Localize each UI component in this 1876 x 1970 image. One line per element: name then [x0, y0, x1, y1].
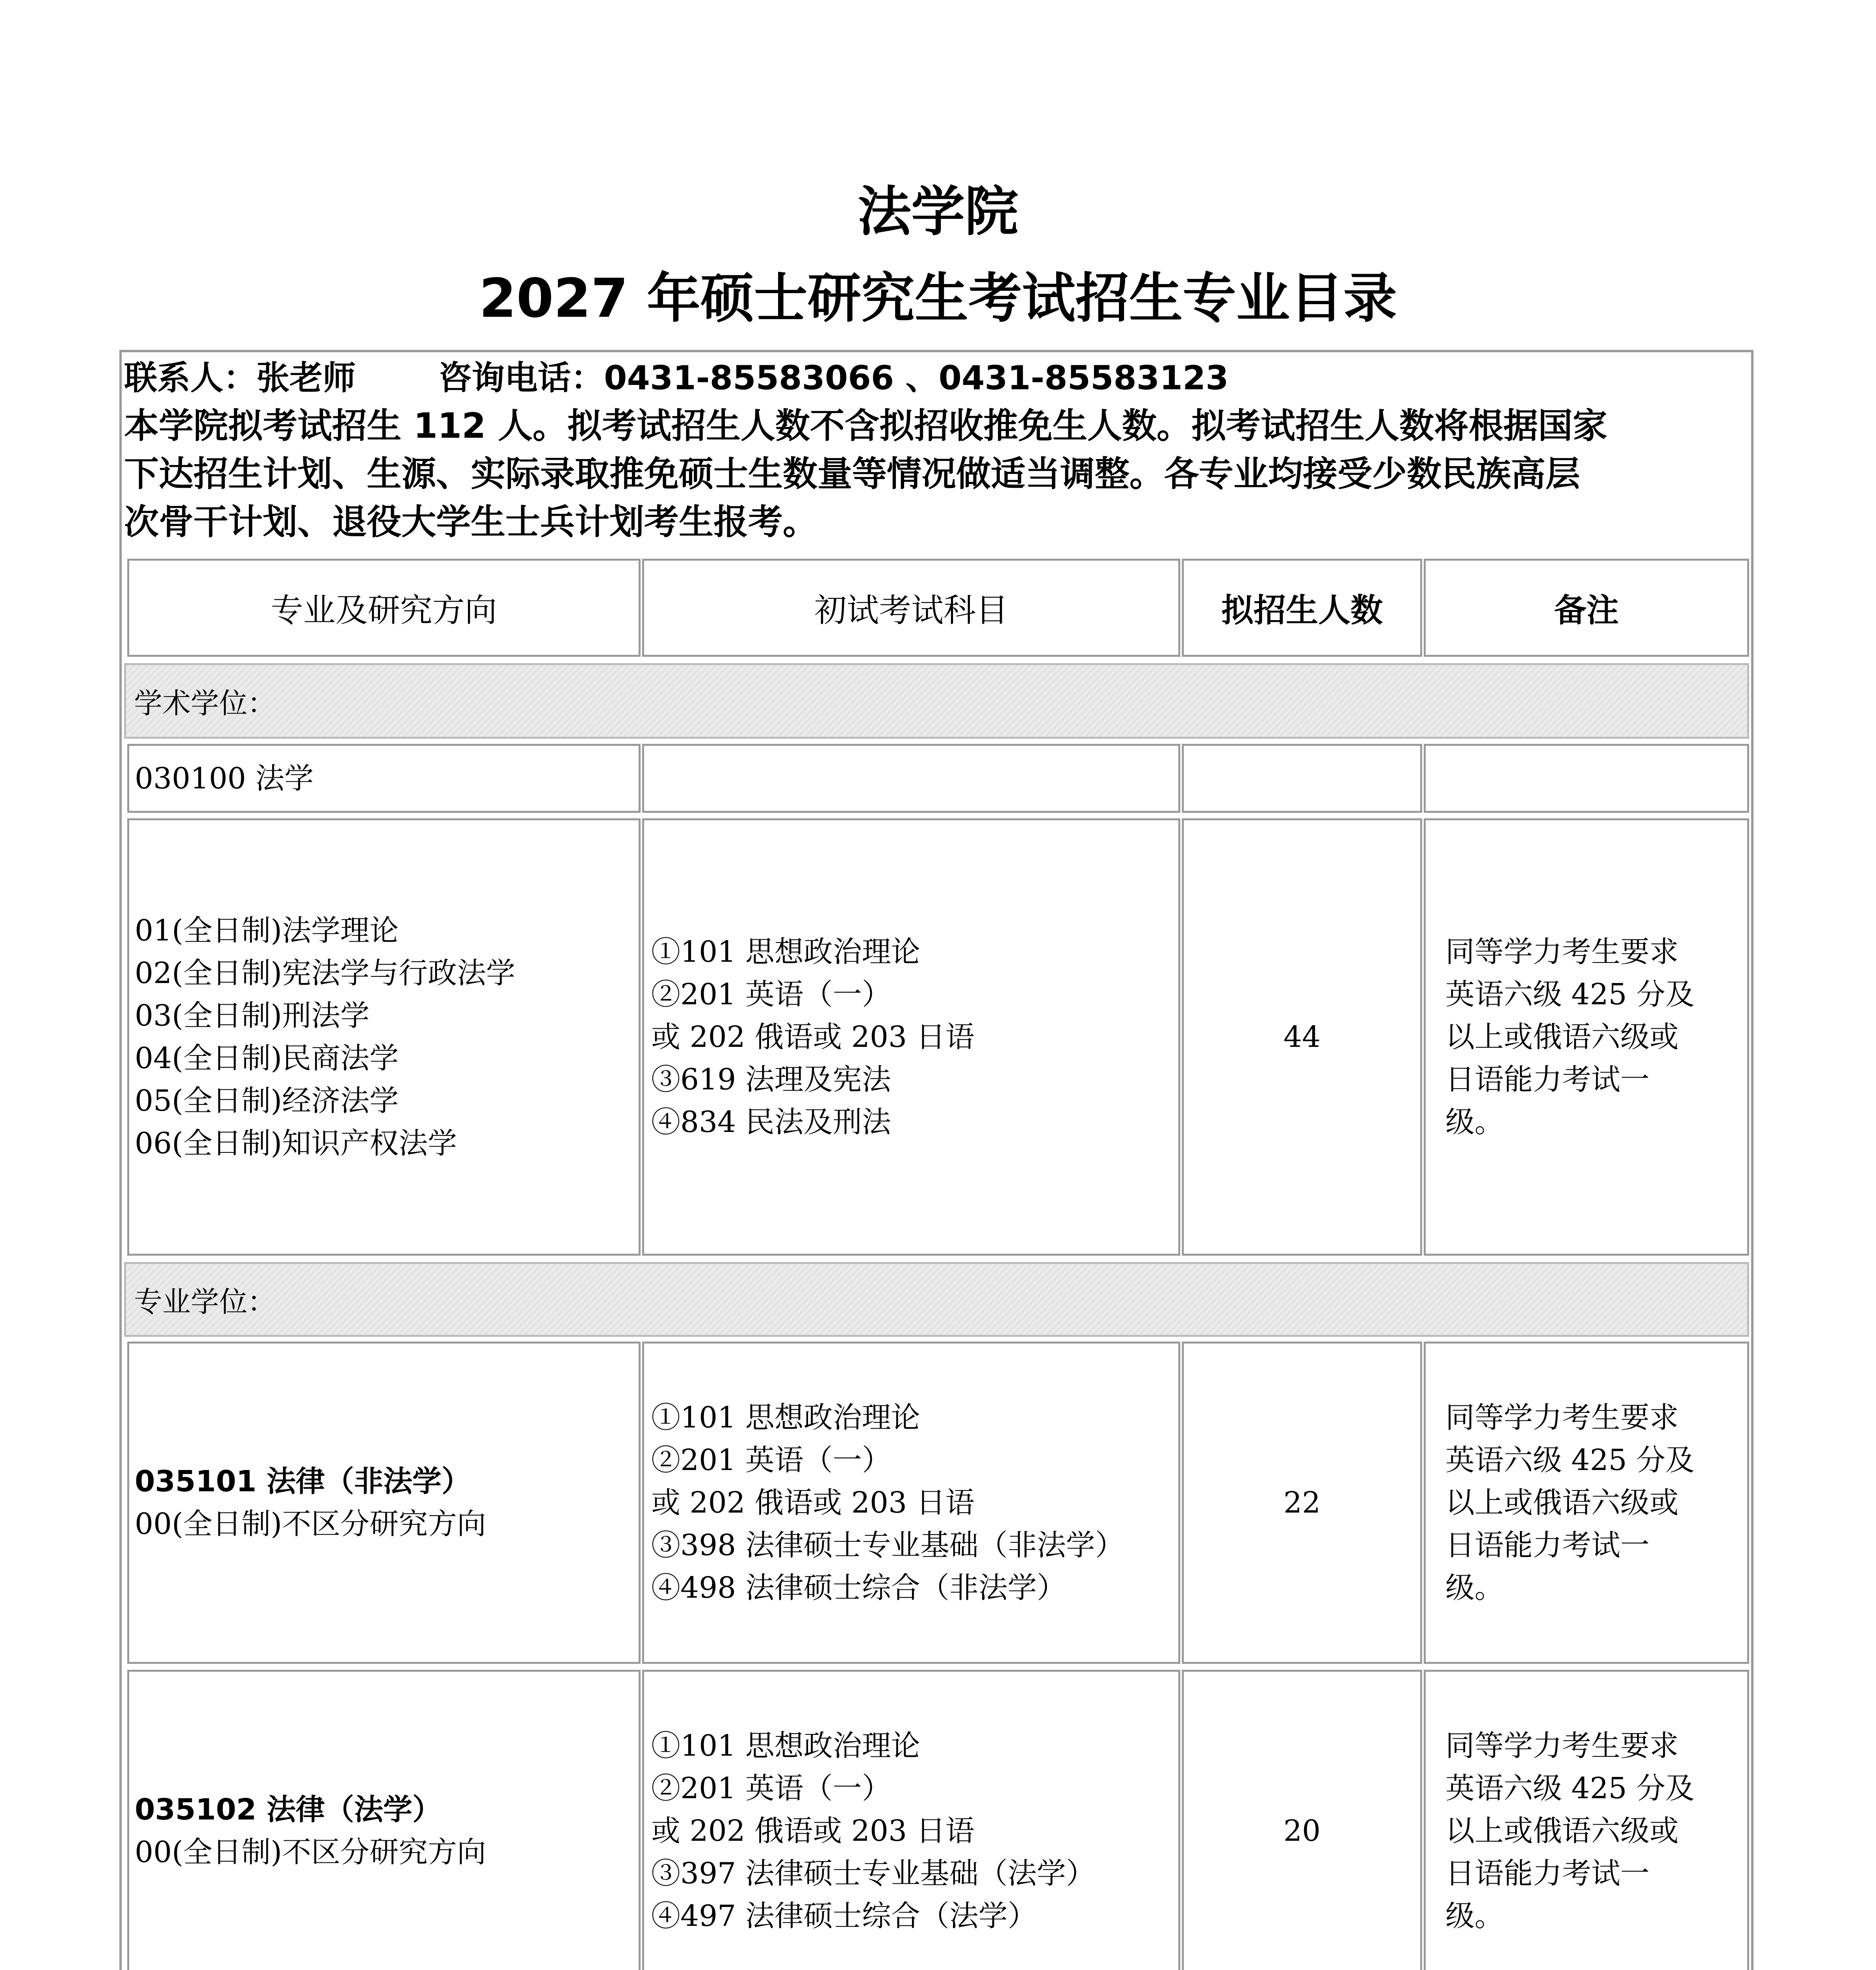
remark-line: 同等学力考生要求 — [1445, 1729, 1679, 1763]
exam-item: ④497 法律硕士综合（法学） — [651, 1899, 1037, 1933]
exam-item: ③619 法理及宪法 — [651, 1063, 891, 1097]
exam-item: ④498 法律硕士综合（非法学） — [651, 1571, 1066, 1605]
header-remark: 备注 — [1424, 559, 1749, 657]
exam-item: 或 202 俄语或 203 日语 — [651, 1814, 975, 1848]
direction-item: 05(全日制)经济法学 — [135, 1084, 399, 1118]
prof-direction: 00(全日制)不区分研究方向 — [135, 1507, 486, 1541]
academic-major: 030100 法学 — [135, 761, 314, 795]
header-major: 专业及研究方向 — [127, 559, 641, 657]
direction-item: 02(全日制)宪法学与行政法学 — [135, 956, 515, 990]
info-box — [124, 354, 1749, 559]
exam-item: ③397 法律硕士专业基础（法学） — [651, 1857, 1095, 1890]
info-desc-line: 下达招生计划、生源、实际录取推免硕士生数量等情况做适当调整。各专业均接受少数民族高层 — [124, 453, 1581, 494]
prof-major: 035102 法律（法学） — [135, 1793, 442, 1827]
enrollment-count: 22 — [1283, 1486, 1321, 1520]
remark-line: 同等学力考生要求 — [1445, 935, 1679, 969]
remark-line: 级。 — [1445, 1899, 1504, 1933]
exam-item: ④834 民法及刑法 — [651, 1105, 891, 1139]
exam-item: ②201 英语（一） — [651, 978, 891, 1011]
academic-directions-cell — [127, 818, 641, 1256]
exam-item: ①101 思想政治理论 — [651, 1401, 920, 1435]
prof-direction: 00(全日制)不区分研究方向 — [135, 1835, 486, 1869]
remark-line: 英语六级 425 分及 — [1445, 1443, 1695, 1477]
prof-exams-cell — [642, 1670, 1180, 1970]
direction-item: 03(全日制)刑法学 — [135, 999, 370, 1033]
info-desc-line: 本学院拟考试招生 112 人。拟考试招生人数不含拟招收推免生人数。拟考试招生人数将根据国家 — [124, 405, 1607, 446]
remark-line: 以上或俄语六级或 — [1445, 1020, 1679, 1054]
direction-item: 04(全日制)民商法学 — [135, 1041, 399, 1075]
page-title-school: 法学院 — [858, 181, 1018, 243]
remark-line: 日语能力考试一 — [1445, 1857, 1649, 1890]
prof-remark-cell — [1424, 1342, 1749, 1664]
academic-exams-cell — [642, 818, 1180, 1256]
academic-count-cell — [1182, 818, 1422, 1256]
exam-item: ②201 英语（一） — [651, 1443, 891, 1477]
academic-major-exam-empty — [642, 744, 1180, 813]
header-exam: 初试考试科目 — [642, 559, 1180, 657]
remark-line: 日语能力考试一 — [1445, 1063, 1649, 1097]
prof-major: 035101 法律（非法学） — [135, 1464, 471, 1498]
section-academic: 学术学位： — [124, 663, 1749, 739]
remark-line: 级。 — [1445, 1571, 1504, 1605]
direction-item: 06(全日制)知识产权法学 — [135, 1126, 457, 1160]
remark-line: 英语六级 425 分及 — [1445, 1771, 1695, 1805]
header-count: 拟招生人数 — [1182, 559, 1422, 657]
exam-item: ①101 思想政治理论 — [651, 935, 920, 969]
remark-line: 英语六级 425 分及 — [1445, 978, 1695, 1011]
contact-phone: 咨询电话：0431-85583066 、0431-85583123 — [438, 359, 1229, 397]
enrollment-count: 20 — [1283, 1814, 1321, 1848]
prof-count-cell — [1182, 1670, 1422, 1970]
exam-item: ③398 法律硕士专业基础（非法学） — [651, 1528, 1124, 1562]
exam-item: ①101 思想政治理论 — [651, 1729, 920, 1763]
contact-line — [124, 354, 1749, 402]
exam-item: 或 202 俄语或 203 日语 — [651, 1486, 975, 1520]
direction-item: 01(全日制)法学理论 — [135, 914, 399, 948]
remark-line: 日语能力考试一 — [1445, 1528, 1649, 1562]
section-professional: 专业学位： — [124, 1262, 1749, 1337]
enrollment-count: 44 — [1283, 1020, 1321, 1054]
prof-exams-cell — [642, 1342, 1180, 1664]
prof-major-cell — [127, 1670, 641, 1970]
prof-remark-cell — [1424, 1670, 1749, 1970]
info-desc-line: 次骨干计划、退役大学生士兵计划考生报考。 — [124, 502, 818, 542]
exam-item: 或 202 俄语或 203 日语 — [651, 1020, 975, 1054]
prof-major-cell — [127, 1342, 641, 1664]
prof-count-cell — [1182, 1342, 1422, 1664]
exam-item: ②201 英语（一） — [651, 1771, 891, 1805]
academic-major-count-empty — [1182, 744, 1422, 813]
academic-remark-cell — [1424, 818, 1749, 1256]
page-title-catalog: 2027 年硕士研究生考试招生专业目录 — [479, 268, 1397, 330]
remark-line: 以上或俄语六级或 — [1445, 1814, 1679, 1848]
remark-line: 以上或俄语六级或 — [1445, 1486, 1679, 1520]
remark-line: 级。 — [1445, 1105, 1504, 1139]
academic-major-remark-empty — [1424, 744, 1749, 813]
academic-major-cell — [127, 744, 641, 813]
remark-line: 同等学力考生要求 — [1445, 1401, 1679, 1435]
contact-person: 联系人：张老师 — [124, 359, 356, 397]
